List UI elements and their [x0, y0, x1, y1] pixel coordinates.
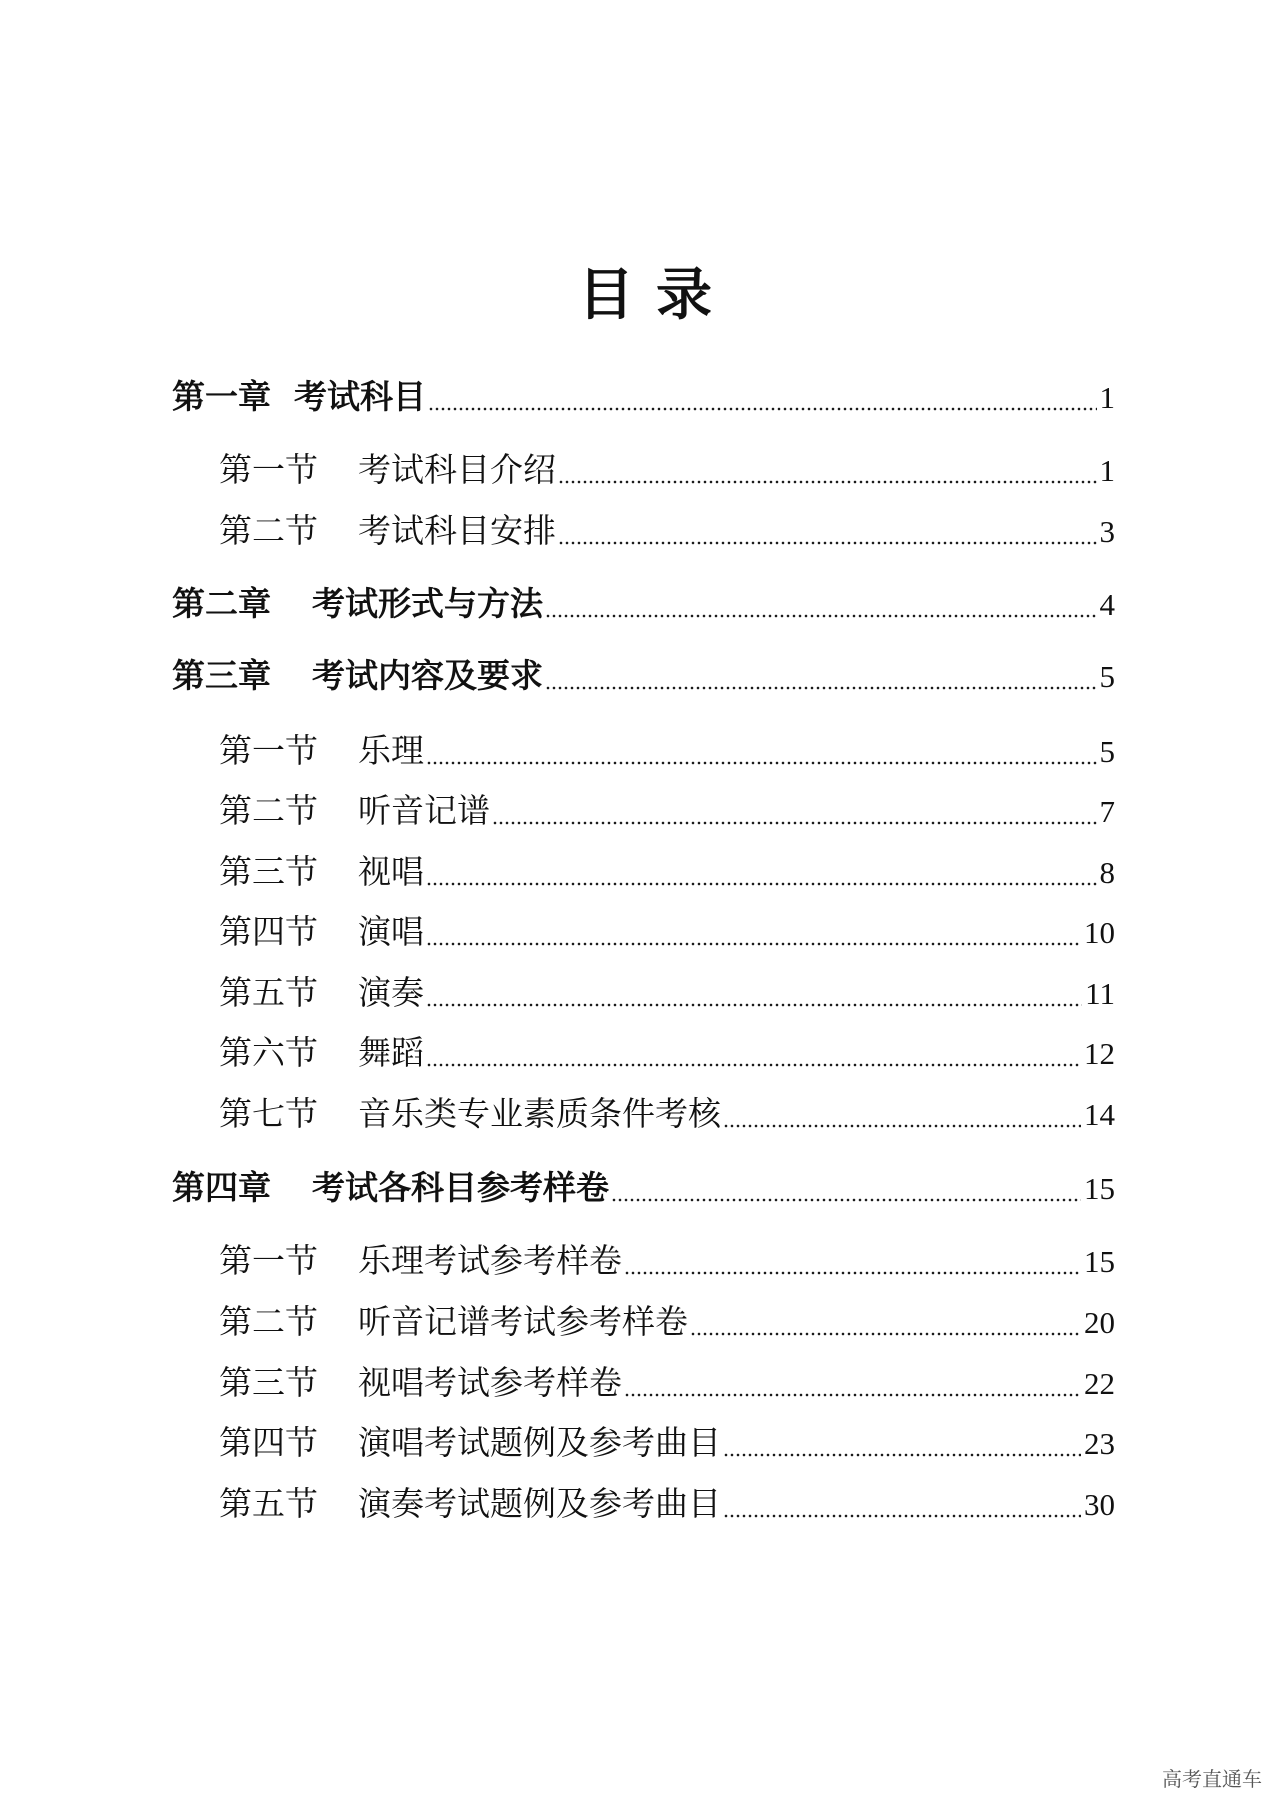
- page-number: 8: [1099, 855, 1115, 890]
- section-label: 第六节: [219, 1036, 318, 1072]
- toc-chapter-row: [172, 1167, 1115, 1211]
- toc-section-row: [219, 1301, 1115, 1345]
- toc-section-row: [219, 972, 1115, 1016]
- section-label: 第一节: [219, 734, 318, 770]
- dot-leader: [428, 376, 1097, 420]
- dot-leader: [426, 1032, 1081, 1076]
- dot-leader: [426, 911, 1081, 955]
- dot-leader: [611, 1167, 1081, 1211]
- section-title: 考试科目介绍: [358, 453, 556, 489]
- page-number: 5: [1099, 734, 1115, 769]
- section-title: 乐理: [358, 734, 424, 770]
- page-number: 1: [1099, 453, 1115, 488]
- page-number: 14: [1084, 1097, 1115, 1132]
- page-number: 11: [1085, 976, 1115, 1011]
- chapter-title: 考试形式与方法: [312, 587, 543, 623]
- toc-section-row: [219, 1093, 1115, 1137]
- chapter-title: 考试各科目参考样卷: [312, 1171, 609, 1207]
- section-title: 演奏: [358, 976, 424, 1012]
- section-title: 演唱: [358, 915, 424, 951]
- watermark: 高考直通车: [1162, 1767, 1262, 1791]
- dot-leader: [426, 851, 1097, 895]
- toc-section-row: [219, 1362, 1115, 1406]
- dot-leader: [723, 1422, 1081, 1466]
- section-label: 第五节: [219, 976, 318, 1012]
- dot-leader: [723, 1483, 1081, 1527]
- dot-leader: [545, 583, 1097, 627]
- page-number: 20: [1084, 1305, 1115, 1340]
- section-label: 第二节: [219, 1305, 318, 1341]
- section-title: 视唱考试参考样卷: [358, 1366, 622, 1402]
- dot-leader: [426, 972, 1082, 1016]
- toc-section-row: [219, 1032, 1115, 1076]
- section-title: 听音记谱: [358, 794, 490, 830]
- page-number: 4: [1099, 587, 1115, 622]
- section-label: 第四节: [219, 915, 318, 951]
- section-title: 听音记谱考试参考样卷: [358, 1305, 688, 1341]
- section-label: 第二节: [219, 514, 318, 550]
- chapter-label: 第二章: [172, 587, 271, 623]
- toc-heading: 目 录: [578, 265, 716, 327]
- dot-leader: [492, 790, 1097, 834]
- chapter-title: 考试内容及要求: [312, 659, 543, 695]
- toc-section-row: [219, 730, 1115, 774]
- page-number: 5: [1099, 659, 1115, 694]
- dot-leader: [624, 1362, 1081, 1406]
- section-title: 演奏考试题例及参考曲目: [358, 1487, 721, 1523]
- section-label: 第一节: [219, 1244, 318, 1280]
- chapter-label: 第一章: [172, 380, 271, 416]
- dot-leader: [624, 1240, 1081, 1284]
- page-number: 7: [1099, 794, 1115, 829]
- section-title: 考试科目安排: [358, 514, 556, 550]
- section-label: 第七节: [219, 1097, 318, 1133]
- page-number: 30: [1084, 1487, 1115, 1522]
- dot-leader: [723, 1093, 1081, 1137]
- toc-section-row: [219, 449, 1115, 493]
- page-number: 22: [1084, 1366, 1115, 1401]
- dot-leader: [558, 510, 1097, 554]
- section-label: 第四节: [219, 1426, 318, 1462]
- page-number: 1: [1099, 380, 1115, 415]
- section-title: 音乐类专业素质条件考核: [358, 1097, 721, 1133]
- section-title: 乐理考试参考样卷: [358, 1244, 622, 1280]
- section-label: 第二节: [219, 794, 318, 830]
- toc-section-row: [219, 851, 1115, 895]
- page-number: 10: [1084, 915, 1115, 950]
- section-label: 第一节: [219, 453, 318, 489]
- section-title: 演唱考试题例及参考曲目: [358, 1426, 721, 1462]
- section-title: 视唱: [358, 855, 424, 891]
- toc-chapter-row: [172, 583, 1115, 627]
- page-number: 15: [1084, 1171, 1115, 1206]
- chapter-label: 第三章: [172, 659, 271, 695]
- dot-leader: [426, 730, 1097, 774]
- section-label: 第五节: [219, 1487, 318, 1523]
- toc-section-row: [219, 911, 1115, 955]
- dot-leader: [690, 1301, 1081, 1345]
- toc-section-row: [219, 1240, 1115, 1284]
- page-number: 15: [1084, 1244, 1115, 1279]
- toc-section-row: [219, 790, 1115, 834]
- dot-leader: [558, 449, 1097, 493]
- section-label: 第三节: [219, 855, 318, 891]
- toc-chapter-row: [172, 376, 1115, 420]
- dot-leader: [545, 655, 1097, 699]
- section-label: 第三节: [219, 1366, 318, 1402]
- toc-section-row: [219, 1483, 1115, 1527]
- chapter-title: 考试科目: [294, 380, 426, 416]
- toc-section-row: [219, 1422, 1115, 1466]
- toc-section-row: [219, 510, 1115, 554]
- page-number: 12: [1084, 1036, 1115, 1071]
- page-number: 3: [1099, 514, 1115, 549]
- toc-chapter-row: [172, 655, 1115, 699]
- page-number: 23: [1084, 1426, 1115, 1461]
- chapter-label: 第四章: [172, 1171, 271, 1207]
- section-title: 舞蹈: [358, 1036, 424, 1072]
